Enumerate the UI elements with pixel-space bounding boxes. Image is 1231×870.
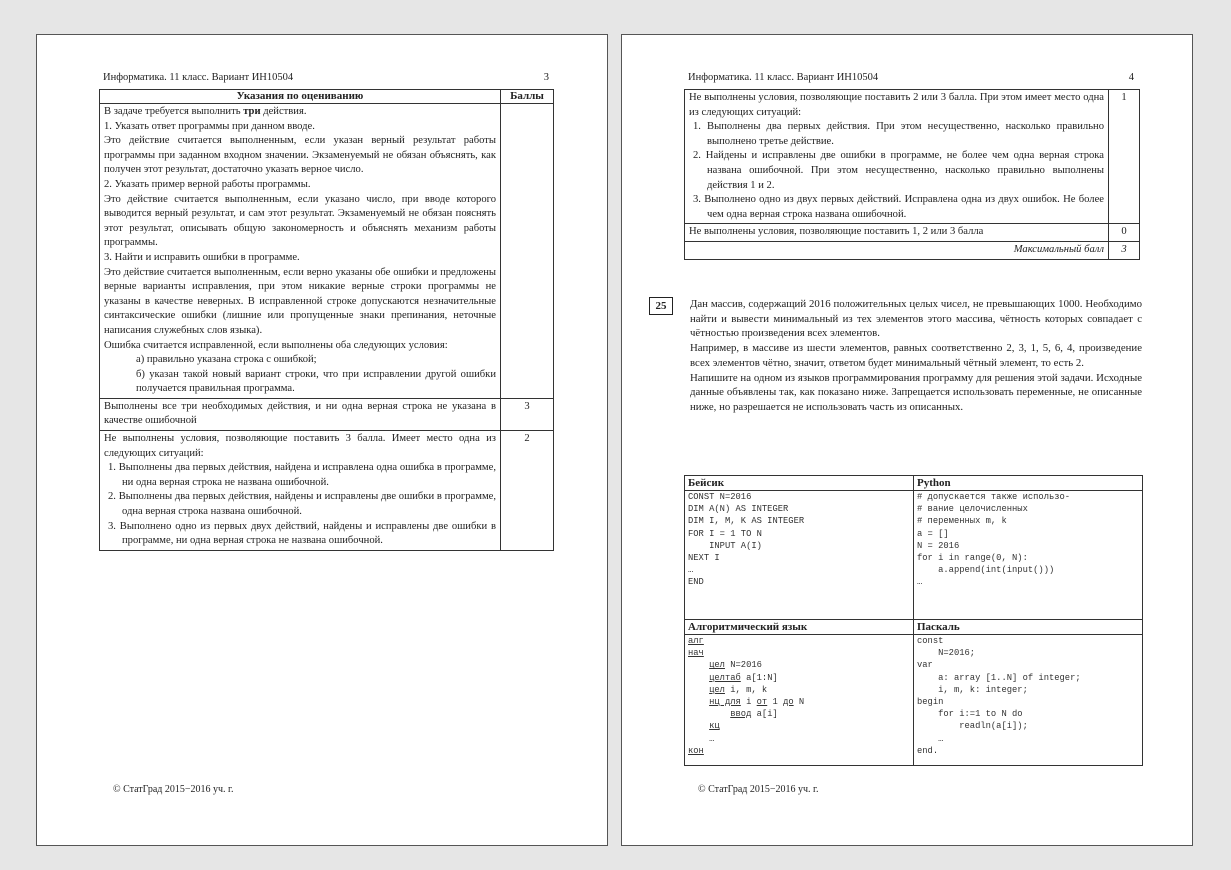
code-line: …	[709, 733, 715, 744]
score-row-2	[100, 431, 554, 551]
task-number: 25	[649, 297, 673, 315]
page-footer: © СтатГрад 2015−2016 уч. г.	[698, 784, 819, 795]
score-2-text: Не выполнены условия, позволяющие поставить 3 балла. Имеет место одна из следующих ситуаций:	[104, 433, 496, 459]
code-line: цел N=2016	[709, 660, 762, 671]
step3-condition-a: а) правильно указана строка с ошибкой;	[136, 354, 317, 366]
header-title: Информатика. 11 класс. Вариант ИН10504	[688, 72, 879, 83]
score-row-1	[685, 90, 1140, 224]
score-1-item: 3. Выполнено одно из двух первых действий. Исправлена одна из двух ошибок. Не более чем одна верная строка названа ошибочной.	[693, 194, 1104, 220]
code-line: нач	[688, 648, 704, 659]
score-0-points: 0	[1109, 224, 1140, 242]
page-right	[621, 34, 1193, 846]
step3-condition: Ошибка считается исправленной, если выполнены оба следующих условия:	[104, 339, 448, 351]
score-3-points: 3	[501, 398, 554, 430]
step3-condition-b: б) указан такой новый вариант строки, что при исправлении другой ошибки получается правильная программа.	[136, 368, 496, 395]
criteria-description-row	[100, 104, 554, 399]
score-1-text: Не выполнены условия, позволяющие поставить 2 или 3 балла. При этом имеет место одна из следующих ситуаций:	[689, 92, 1104, 118]
code-line: кон	[688, 745, 704, 756]
code-title-pascal: Паскаль	[914, 620, 1143, 635]
col-header-criteria: Указания по оцениванию	[100, 90, 501, 104]
step3-text: Это действие считается выполненным, если верно указаны обе ошибки и предложены верные варианты исправления, при этом никакие верные строки программы не указаны в качестве неверных. В исправленной строке допускаются незначительные синтаксические ошибки (лишние или пропущенные знаки препинания, неточные написания служебных слов языка).	[104, 266, 496, 336]
code-line: нц для i от 1 до N	[709, 697, 805, 708]
code-line: ввод a[i]	[730, 709, 778, 720]
intro-text: В задаче требуется выполнить три действия.	[104, 106, 307, 117]
code-table	[684, 475, 1143, 766]
max-score-value: 3	[1109, 241, 1140, 259]
score-1-item: 2. Найдены и исправлены две ошибки в программе, не более чем одна верная строка названа ошибочной. При этом несущественно, насколько правильно выполнены действия 1 и 2.	[693, 150, 1104, 191]
code-title-python: Python	[914, 476, 1143, 491]
score-2-item: 1. Выполнены два первых действия, найдена и исправлена одна ошибка в программе, ни одна верная строка не названа ошибочной.	[108, 462, 496, 488]
step1-text: Это действие считается выполненным, если указан верный результат работы программы при заданном входном значении. Экзаменуемый не обязан объяснять, как получен этот результат, достаточно указать верное число.	[104, 135, 496, 176]
code-python: # допускается также использо- # вание целочисленных # переменных m, k a = [] N = 2016 for i in range(0, N): a.append(int(input())) …	[917, 492, 1071, 588]
code-title-basic: Бейсик	[685, 476, 914, 491]
score-2-item: 3. Выполнено одно из первых двух действий, найдены и исправлены две ошибки в программе, ни одна верная строка не названа ошибочной.	[108, 520, 496, 547]
code-line: целтаб a[1:N]	[709, 672, 778, 683]
task-text	[690, 297, 1142, 415]
score-row-3	[100, 398, 554, 430]
max-score-label: Максимальный балл	[685, 241, 1109, 259]
page-number: 3	[543, 72, 549, 83]
page-header	[103, 72, 549, 83]
task-paragraph: Дан массив, содержащий 2016 положительных целых чисел, не превышающих 1000. Необходимо найти и вывести минимальный из тех элементов этого массива, чётность которых совпадает с чётностью произведения всех элементов.	[690, 298, 1142, 340]
grading-table-continued	[684, 89, 1140, 260]
score-2-points: 2	[501, 431, 554, 551]
task-paragraph: Напишите на одном из языков программирования программу для решения этой задачи. Исходные данные объявлены так, как показано ниже. Запрещается использовать переменные, не описанные ниже, но разрешается не использовать часть из описанных.	[690, 371, 1142, 413]
task-paragraph: Например, в массиве из шести элементов, равных соответственно 2, 3, 1, 5, 6, 4, произведение всех элементов чётно, значит, ответом будет минимальный чётный элемент, то есть 2.	[690, 342, 1142, 369]
code-line: кц	[709, 721, 720, 732]
page-number: 4	[1128, 72, 1134, 83]
header-title: Информатика. 11 класс. Вариант ИН10504	[103, 72, 294, 83]
score-row-0	[685, 224, 1140, 242]
step2-text: Это действие считается выполненным, если указано число, при вводе которого выводится верный результат, и сам этот результат. Экзаменуемый не обязан пояснять этот результат, описывать общую закономерность и объяснять механизм работы программы.	[104, 193, 496, 249]
score-1-points: 1	[1109, 90, 1140, 224]
step2-title: 2. Указать пример верной работы программы.	[104, 178, 311, 190]
page-header	[688, 72, 1134, 83]
code-pascal: const N=2016; var a: array [1..N] of integer; i, m, k: integer; begin for i:=1 to N do readln(a[i]); … end.	[917, 636, 1081, 756]
grading-table	[99, 89, 554, 551]
score-1-item: 1. Выполнены два первых действия. При этом несущественно, насколько правильно выполнено третье действие.	[693, 121, 1104, 147]
page-footer: © СтатГрад 2015−2016 уч. г.	[113, 784, 234, 795]
step1-title: 1. Указать ответ программы при данном вводе.	[104, 120, 315, 132]
code-basic: CONST N=2016 DIM A(N) AS INTEGER DIM I, M, K AS INTEGER FOR I = 1 TO N INPUT A(I) NEXT I … END	[688, 492, 805, 588]
col-header-points: Баллы	[501, 90, 554, 104]
code-title-algorithmic: Алгоритмический язык	[685, 620, 914, 635]
step3-title: 3. Найти и исправить ошибки в программе.	[104, 251, 300, 263]
score-3-text: Выполнены все три необходимых действия, и ни одна верная строка не указана в качестве ошибочной	[104, 400, 496, 427]
code-algorithmic	[688, 635, 910, 765]
score-0-text: Не выполнены условия, позволяющие поставить 1, 2 или 3 балла	[685, 224, 1109, 242]
code-line: цел i, m, k	[709, 684, 768, 695]
max-score-row	[685, 241, 1140, 259]
page-left	[36, 34, 608, 846]
code-line: алг	[688, 636, 704, 646]
score-2-item: 2. Выполнены два первых действия, найдены и исправлены две ошибки в программе, одна верная строка названа ошибочной.	[108, 491, 496, 518]
